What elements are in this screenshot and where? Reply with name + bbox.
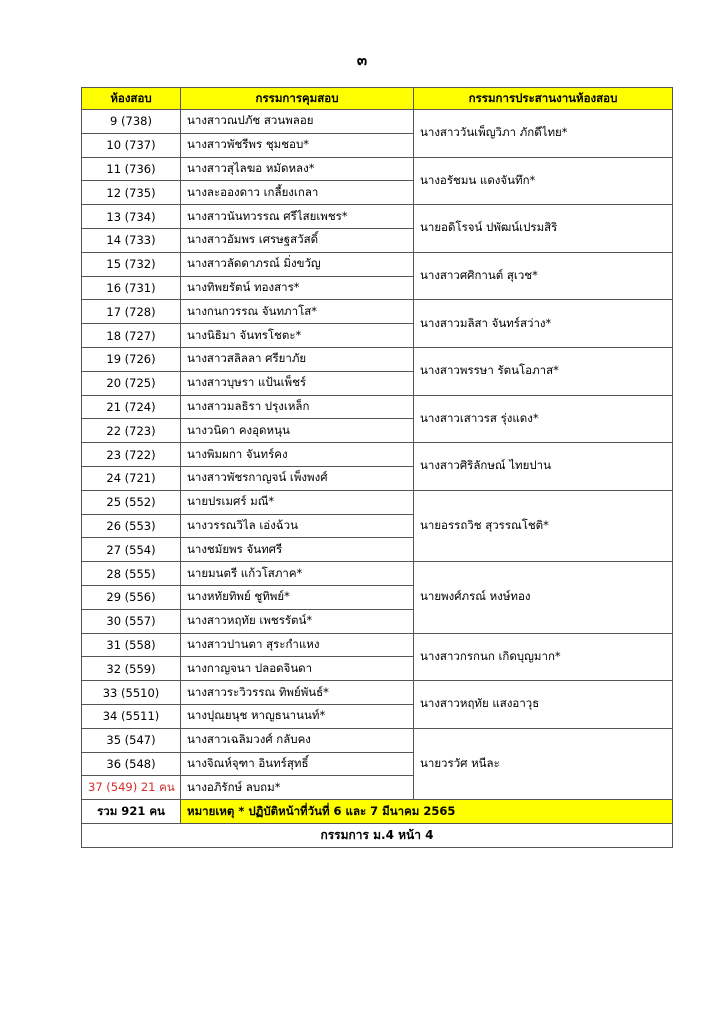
header-room: ห้องสอบ [82, 88, 181, 110]
proctor-cell: นางสาวลัดดาภรณ์ มิ่งขวัญ [181, 252, 414, 276]
coordinator-cell: นางสาวเสาวรส รุ่งแดง* [414, 395, 673, 443]
proctor-cell: นางสาวพัชรีพร ชุมชอบ* [181, 133, 414, 157]
room-cell: 26 (553) [82, 514, 181, 538]
room-cell: 20 (725) [82, 371, 181, 395]
proctor-cell: นางสาวอัมพร เศรษฐสวัสดิ์ [181, 228, 414, 252]
proctor-cell: นางสาวพัชรกาญจน์ เพ็งพงศ์ [181, 466, 414, 490]
proctor-cell: นางสาวณปภัช สวนพลอย [181, 110, 414, 134]
proctor-cell: นางสาวระวิวรรณ ทิพย์พันธ์* [181, 681, 414, 705]
coordinator-cell: นางสาวหฤทัย แสงอาวุธ [414, 681, 673, 729]
footer-text: กรรมการ ม.4 หน้า 4 [82, 823, 673, 847]
table-row [82, 681, 673, 705]
room-cell: 16 (731) [82, 276, 181, 300]
room-cell: 14 (733) [82, 228, 181, 252]
proctor-cell: นางหทัยทิพย์ ชูทิพย์* [181, 585, 414, 609]
room-cell: 24 (721) [82, 466, 181, 490]
proctor-cell: นางกาญจนา ปลอดจินดา [181, 657, 414, 681]
table-row [82, 728, 673, 752]
proctor-cell: นางวรรณวิไล เอ่งฉ้วน [181, 514, 414, 538]
table-row [82, 633, 673, 657]
footer-row [82, 823, 673, 847]
coordinator-cell: นางสาววันเพ็ญวิภา ภักดีไทย* [414, 110, 673, 158]
room-cell: 9 (738) [82, 110, 181, 134]
total-count: รวม 921 คน [82, 800, 181, 824]
proctor-cell: นายมนตรี แก้วโสภาค* [181, 562, 414, 586]
room-cell: 28 (555) [82, 562, 181, 586]
room-cell: 30 (557) [82, 609, 181, 633]
coordinator-cell: นายอรรถวิช สุวรรณโชติ* [414, 490, 673, 561]
room-cell: 34 (5511) [82, 704, 181, 728]
coordinator-cell: นางสาวมลิสา จันทร์สว่าง* [414, 300, 673, 348]
coordinator-cell: นายพงศ์ภรณ์ หงษ์ทอง [414, 562, 673, 633]
table-row [82, 300, 673, 324]
table-body [82, 110, 673, 800]
page-number: ๓ [356, 51, 368, 69]
proctor-cell: นางสาวมลธิรา ปรุงเหล็ก [181, 395, 414, 419]
proctor-cell: นางสาวหฤทัย เพชรรัตน์* [181, 609, 414, 633]
coordinator-cell: นายอดิโรจน์ ปพัฒน์เปรมสิริ [414, 205, 673, 253]
room-cell: 25 (552) [82, 490, 181, 514]
room-cell: 37 (549) 21 คน [82, 776, 181, 800]
proctor-cell: นางนิธิมา จันทรโชตะ* [181, 324, 414, 348]
room-cell: 15 (732) [82, 252, 181, 276]
note-text: หมายเหตุ * ปฏิบัติหน้าที่วันที่ 6 และ 7 มีนาคม 2565 [181, 800, 673, 824]
room-cell: 36 (548) [82, 752, 181, 776]
table-row [82, 252, 673, 276]
proctor-cell: นางสาวเฉลิมวงศ์ กลับคง [181, 728, 414, 752]
proctor-cell: นางชมัยพร จันทศรี [181, 538, 414, 562]
exam-room-table [81, 87, 673, 848]
proctor-cell: นางกนกวรรณ จันทภาโส* [181, 300, 414, 324]
room-cell: 29 (556) [82, 585, 181, 609]
summary-row [82, 800, 673, 824]
coordinator-cell: นายวรวัศ หนีละ [414, 728, 673, 799]
room-cell: 12 (735) [82, 181, 181, 205]
room-cell: 21 (724) [82, 395, 181, 419]
coordinator-cell: นางสาวศศิกานต์ สุเวช* [414, 252, 673, 300]
proctor-cell: นางอภิรักษ์ ลบถม* [181, 776, 414, 800]
coordinator-cell: นางสาวพรรษา รัตนโอภาส* [414, 347, 673, 395]
proctor-cell: นางปุณยนุช หาญธนานนท์* [181, 704, 414, 728]
table-row [82, 157, 673, 181]
room-cell: 11 (736) [82, 157, 181, 181]
coordinator-cell: นางสาวกรกนก เกิดบุญมาก* [414, 633, 673, 681]
room-cell: 18 (727) [82, 324, 181, 348]
room-cell: 33 (5510) [82, 681, 181, 705]
proctor-cell: นางสาวสุไลฆอ หมัดหลง* [181, 157, 414, 181]
table-row [82, 205, 673, 229]
header-proctor: กรรมการคุมสอบ [181, 88, 414, 110]
proctor-cell: นางพิมผกา จันทร์คง [181, 443, 414, 467]
room-cell: 31 (558) [82, 633, 181, 657]
table-row [82, 443, 673, 467]
room-cell: 27 (554) [82, 538, 181, 562]
proctor-cell: นางจิณห์จุฑา อินทร์สุทธิ์ [181, 752, 414, 776]
room-cell: 22 (723) [82, 419, 181, 443]
proctor-cell: นางทิพยรัตน์ ทองสาร* [181, 276, 414, 300]
proctor-cell: นางสาวสลิลลา ศรียาภัย [181, 347, 414, 371]
proctor-cell: นางสาวบุษรา แป้นเพ็ชร์ [181, 371, 414, 395]
proctor-cell: นางสาวปานตา สุระกำแหง [181, 633, 414, 657]
room-cell: 23 (722) [82, 443, 181, 467]
room-cell: 35 (547) [82, 728, 181, 752]
room-cell: 32 (559) [82, 657, 181, 681]
room-cell: 13 (734) [82, 205, 181, 229]
table-row [82, 347, 673, 371]
proctor-cell: นางละอองดาว เกลี้ยงเกลา [181, 181, 414, 205]
coordinator-cell: นางสาวศิริลักษณ์ ไทยปาน [414, 443, 673, 491]
room-cell: 19 (726) [82, 347, 181, 371]
proctor-cell: นางวนิดา คงอุดหนุน [181, 419, 414, 443]
room-cell: 17 (728) [82, 300, 181, 324]
table-row [82, 110, 673, 134]
table-row [82, 562, 673, 586]
room-cell: 10 (737) [82, 133, 181, 157]
header-coordinator: กรรมการประสานงานห้องสอบ [414, 88, 673, 110]
coordinator-cell: นางอรัชมน แดงจันทึก* [414, 157, 673, 205]
proctor-cell: นายปรเมศร์ มณี* [181, 490, 414, 514]
table-row [82, 490, 673, 514]
proctor-cell: นางสาวนันทวรรณ ศรีไสยเพชร* [181, 205, 414, 229]
table-row [82, 395, 673, 419]
table-header-row [82, 88, 673, 110]
